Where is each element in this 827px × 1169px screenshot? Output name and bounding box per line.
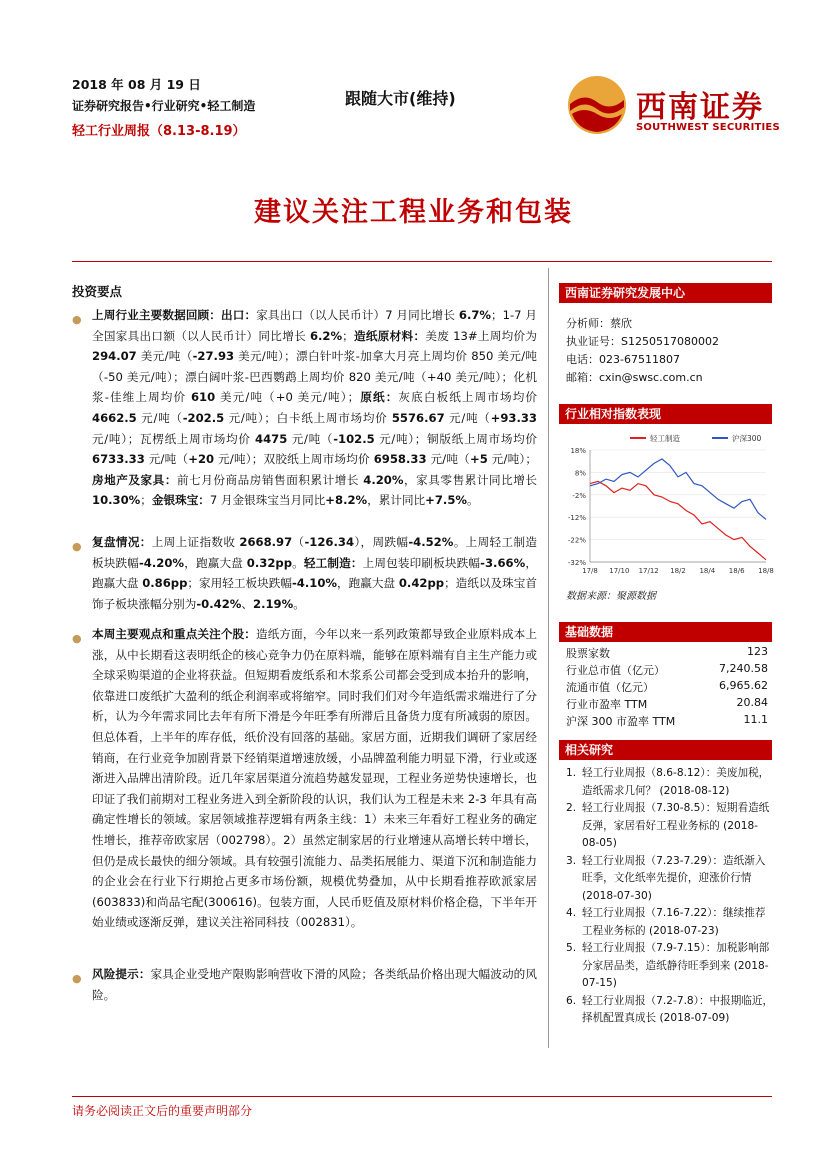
bullet-segment: ，跑赢大盘	[184, 555, 247, 570]
related-research-date: (2018-07-30)	[582, 889, 652, 902]
related-research-text: 轻工行业周报（7.30-8.5）：短期看造纸反弹，家居看好工程业务标的 (2018-08-05)	[582, 802, 770, 849]
bullet-segment: 美元/吨）；漂白针叶浆-加拿大月亮上周均价 850 美元/吨（-50 美元/吨）；漂白阔叶浆-巴西鹦鹉上周均价 820 美元/吨（+40 美元/吨）；化机浆-佳维上周均价	[92, 349, 538, 405]
bullet-text	[92, 532, 537, 614]
bullet-segment: 元/吨）；双胶纸上周市场均价	[214, 452, 374, 467]
bullet-segment: 元/吨（	[444, 410, 491, 425]
bullet-segment: -126.34	[304, 535, 355, 549]
phone: 电话：023-67511807	[566, 353, 680, 366]
related-research-item[interactable]	[566, 853, 774, 906]
bullet-segment: 4475	[255, 431, 288, 446]
bullet-segment: 0.42pp	[398, 576, 445, 591]
rating: 跟随大市(维持)	[345, 89, 456, 108]
bullet-segment: 。	[467, 493, 479, 508]
basic-data-title: 基础数据	[559, 622, 772, 642]
basic-data-label: 行业市盈率 TTM	[566, 698, 648, 711]
bullet-segment: 原纸：	[359, 390, 399, 405]
bullet-segment: 美元/吨（+0 美元/吨）；	[215, 390, 360, 405]
logo-subtext: SOUTHWEST SECURITIES	[636, 122, 780, 133]
bullet-segment: ；造纸以及珠宝首饰子板块涨幅分别为	[92, 576, 537, 611]
bullet-lead: 复盘情况：	[92, 535, 152, 549]
bullet-key-views	[72, 624, 537, 933]
related-research-item[interactable]	[566, 940, 774, 993]
related-research-text: 轻工行业周报（7.2-7.8）：中报期临近，择机配置真成长 (2018-07-09)	[582, 994, 774, 1024]
bullet-segment: ，累计同比	[367, 493, 426, 508]
bullet-segment: 4.20%	[363, 472, 404, 487]
legend-label: 轻工制造	[650, 434, 680, 443]
bullet-dot-icon: ●	[72, 632, 82, 645]
y-tick-label: -12%	[567, 514, 586, 523]
bullet-segment: 610	[190, 390, 216, 405]
bullet-segment: 。上周轻工制造板块跌幅	[92, 535, 537, 570]
bullet-segment: 造纸原材料：	[353, 328, 426, 343]
bullet-segment: 上周上证指数收	[151, 535, 240, 549]
bullet-segment: 2.19%	[253, 596, 294, 611]
x-tick-label: 18/4	[699, 567, 716, 575]
x-tick-label: 18/8	[758, 567, 774, 575]
basic-data-value: 20.84	[736, 696, 768, 709]
bullet-segment: 。	[292, 555, 304, 570]
related-research-number: 2.	[566, 802, 577, 814]
bullet-segment: 美废 13#上周均价为	[425, 328, 537, 343]
bullet-segment: 6.7%	[458, 308, 492, 322]
bullet-segment: 元/吨（	[136, 410, 183, 425]
bullet-segment: ，跑赢大盘	[92, 555, 537, 591]
bullet-segment: （	[292, 535, 305, 549]
y-tick-label: -32%	[567, 559, 586, 567]
related-research-number: 1.	[566, 767, 577, 779]
bullet-segment: -27.93	[192, 349, 235, 364]
related-research-date: (2018-07-15)	[582, 959, 769, 989]
bullet-segment: 前七月份商品房销售面积累计增长	[176, 472, 364, 487]
basic-data-value: 123	[747, 645, 768, 658]
bullet-segment: 294.07	[92, 349, 137, 364]
related-research-date: (2018-08-12)	[659, 784, 730, 797]
bullet-segment: ；	[342, 328, 354, 343]
bullet-lead: 本周主要观点和重点关注个股：	[92, 627, 256, 641]
bullet-segment: 元/吨（	[287, 431, 334, 446]
bullet-segment: -102.5	[333, 431, 375, 446]
bullet-segment: ；	[140, 493, 152, 508]
bullet-segment: 4662.5	[92, 410, 137, 425]
bullet-segment: -3.66%	[480, 555, 526, 570]
related-research-text: 轻工行业周报（8.6-8.12）：美废加税，造纸需求几何？ (2018-08-12)	[582, 767, 770, 797]
related-research-item[interactable]	[566, 905, 774, 940]
bullet-segment: 造纸方面，今年以来一系列政策都导致企业原料成本上涨，从中长期看这表明纸企的核心竞争力仍在原料端，能够在原料端有自主生产能力或全球采购渠道的企业将获益。但短期看废纸系和木浆系公司都会受到成本抬升的影响，依靠进口废纸扩大盈利的纸企利润率或将缩窄。同时我们们对今年造纸需求端进行了分析，认为今年需求同比去年有所下滑是今年旺季有所滞后且备货力度有所减弱的原因。但总体看，上半年的库存低，纸价没有回落的基础。家居方面，近期我们调研了家居经销商，在行业竞争加剧背景下经销渠道增速放缓，小品牌盈利能力明显下滑，行业或逐渐进入品牌出清阶段。近几年家居渠道分流趋势越发显现，工程业务逆势快速增长，也印证了我们前期对工程业务进入到全新阶段的认识，我们认为工程是未来 2-3 年具有高确定性增长的领域。家居领域推荐逻辑有两条主线：1）未来三年看好工程业务的确定性增长，推荐帝欧家居（002798）。2）虽然定制家居的行业增速从高增长转中增长，但仍是成长最快的细分领域。具有较强引流能力、品类拓展能力、渠道下沉和制造能力的企业会在行业下行期抢占更多市场份额，规模优势叠加，从中长期看推荐欧派家居(603833)和尚品宅配(300616)。包装方面，人民币贬值及原材料价格企稳，下半年开始业绩或逐渐反弹，建议关注裕同科技（002831）。	[92, 627, 537, 930]
logo-text: 西南证券	[636, 90, 764, 125]
series-line-light-industry	[590, 481, 766, 559]
basic-data-value: 11.1	[743, 713, 768, 726]
bullet-segment: 。	[293, 596, 305, 611]
bullet-segment: 家具企业受地产限购影响营收下滑的风险；各类纸品价格出现大幅波动的风险。	[92, 967, 537, 1002]
related-research-title: 相关研究	[559, 740, 772, 760]
x-tick-label: 18/6	[728, 567, 745, 575]
logo-mark-icon	[566, 74, 628, 136]
related-research-item[interactable]	[566, 765, 774, 800]
bullet-segment: +93.33	[490, 410, 537, 425]
basic-data-label: 流通市值（亿元）	[566, 681, 654, 694]
bullet-segment: ），周跌幅	[354, 535, 409, 549]
bullet-segment: 元/吨）；铜版纸上周市场均价	[374, 431, 538, 446]
bullet-segment: 6958.33	[373, 452, 427, 467]
bullet-dot-icon: ●	[72, 972, 82, 985]
bullet-segment: +8.2%	[325, 493, 368, 508]
related-research-text: 轻工行业周报（7.16-7.22）：继续推荐工程业务标的 (2018-07-23)	[582, 907, 766, 937]
related-research-date: (2018-07-09)	[659, 1012, 730, 1024]
basic-data-row	[566, 645, 768, 661]
bullet-segment: 元/吨）；瓦楞纸上周市场均价	[92, 431, 256, 446]
bullet-segment: 、	[241, 596, 254, 611]
research-center-title: 西南证券研究发展中心	[559, 283, 772, 303]
report-date: 2018 年 08 月 19 日	[72, 77, 201, 92]
page-title: 建议关注工程业务和包装	[254, 197, 573, 228]
related-research-text: 轻工行业周报（7.23-7.29）：造纸渐入旺季，文化纸率先提价，迎涨价行情 (2018-07-30)	[582, 854, 766, 902]
analyst-name: 分析师：蔡欣	[566, 317, 632, 330]
related-research-number: 4.	[566, 907, 577, 919]
bullet-segment: 元/吨（	[426, 452, 470, 467]
bullet-segment: -0.42%	[196, 596, 242, 611]
legend-label: 沪深300	[732, 434, 762, 443]
x-tick-label: 17/12	[638, 567, 659, 575]
bullet-segment: 10.30%	[92, 493, 141, 508]
bullet-segment: 灰底白板纸上周市场均价	[398, 390, 537, 405]
bullet-segment: 6733.33	[92, 452, 145, 467]
bullet-segment: 上周包装印刷板块跌幅	[362, 555, 481, 570]
related-research-item[interactable]	[566, 993, 774, 1028]
y-tick-label: 8%	[574, 469, 586, 478]
bullet-segment: ，跑赢大盘	[337, 576, 399, 591]
bullet-segment: -4.20%	[139, 555, 185, 570]
bullet-text	[92, 305, 537, 511]
bullet-lead: 风险提示：	[92, 967, 151, 981]
bullet-dot-icon: ●	[72, 313, 82, 326]
bullet-segment: -202.5	[182, 410, 225, 425]
weekly-title: 轻工行业周报（8.13-8.19）	[72, 124, 246, 139]
bullet-text	[92, 964, 537, 1005]
basic-data-row	[566, 662, 768, 678]
bullet-segment: 5576.67	[391, 410, 445, 425]
basic-data-label: 行业总市值（亿元）	[566, 664, 665, 677]
basic-data-value: 7,240.58	[719, 662, 768, 675]
footer-disclaimer: 请务必阅读正文后的重要声明部分	[72, 1104, 253, 1118]
bullet-segment: ；家用轻工板块跌幅	[187, 576, 292, 591]
bullet-segment: 2668.97	[239, 535, 293, 549]
related-research-number: 6.	[566, 994, 577, 1007]
y-tick-label: 18%	[570, 447, 586, 455]
related-research-date: (2018-07-23)	[648, 924, 719, 937]
bullet-segment: ，家具零售累计同比增长	[403, 472, 537, 487]
bullet-segment: +5	[470, 452, 488, 467]
bullet-segment: -4.10%	[291, 576, 338, 591]
bullet-risk	[72, 964, 537, 1005]
related-research-text: 轻工行业周报（7.9-7.15）：加税影响部分家居品类，造纸静待旺季到来 (2018-07-15)	[582, 942, 770, 989]
x-tick-label: 18/2	[670, 567, 686, 575]
chart-title: 行业相对指数表现	[559, 404, 772, 424]
bullet-segment: 美元/吨（	[136, 349, 193, 364]
basic-data-value: 6,965.62	[719, 679, 768, 692]
basic-data-row	[566, 713, 768, 729]
bullet-segment: 房地产及家具：	[92, 472, 177, 487]
bullet-segment: +20	[188, 452, 215, 467]
bullet-segment: 元/吨）；白卡纸上周市场均价	[224, 410, 392, 425]
basic-data-row	[566, 679, 768, 695]
report-type: 证券研究报告•行业研究•轻工制造	[72, 99, 256, 113]
related-research-list	[566, 765, 774, 1028]
x-tick-label: 17/8	[582, 567, 598, 575]
bullet-segment: 0.32pp	[246, 555, 293, 570]
bullet-segment: 出口：	[221, 308, 257, 322]
column-divider	[548, 268, 549, 1048]
divider	[72, 261, 772, 262]
bullet-segment: 轻工制造：	[303, 555, 363, 570]
footer-divider	[72, 1096, 772, 1097]
bullet-text	[92, 624, 537, 933]
related-research-item[interactable]	[566, 800, 774, 853]
series-line-csi300	[590, 459, 766, 519]
bullet-segment: 金银珠宝：	[151, 493, 210, 508]
license-number: 执业证号：S1250517080002	[566, 335, 719, 348]
x-tick-label: 17/10	[609, 567, 630, 575]
related-research-number: 3.	[566, 854, 577, 867]
bullet-segment: 0.86pp	[142, 576, 188, 591]
y-tick-label: -2%	[572, 491, 586, 500]
section-title: 投资要点	[72, 284, 123, 299]
bullet-segment: 元/吨（	[144, 452, 189, 467]
bullet-segment: 7 月金银珠宝当月同比	[209, 493, 326, 508]
related-research-date: (2018-08-05)	[582, 819, 759, 849]
chart-source: 数据来源：聚源数据	[566, 591, 656, 602]
bullet-segment: +7.5%	[425, 493, 468, 508]
basic-data-row	[566, 696, 768, 712]
basic-data-label: 股票家数	[566, 647, 610, 660]
bullet-dot-icon: ●	[72, 540, 82, 553]
related-research-number: 5.	[566, 942, 577, 954]
bullet-lead: 上周行业主要数据回顾：	[92, 308, 222, 322]
bullet-segment: 家具出口（以人民币计）7 月同比增长	[256, 308, 459, 322]
bullet-market-review	[72, 532, 537, 614]
bullet-segment: -4.52%	[408, 535, 454, 549]
y-tick-label: -22%	[567, 536, 586, 545]
bullet-segment: ；1-7 月全国家具出口额（以人民币计）同比增长	[92, 308, 537, 343]
bullet-weekly-data	[72, 305, 537, 511]
basic-data-label: 沪深 300 市盈率 TTM	[566, 715, 676, 728]
bullet-segment: 元/吨）；	[487, 452, 538, 467]
relative-index-chart	[560, 428, 772, 584]
email[interactable]: 邮箱：cxin@swsc.com.cn	[566, 371, 703, 384]
bullet-segment: 6.2%	[309, 328, 343, 343]
